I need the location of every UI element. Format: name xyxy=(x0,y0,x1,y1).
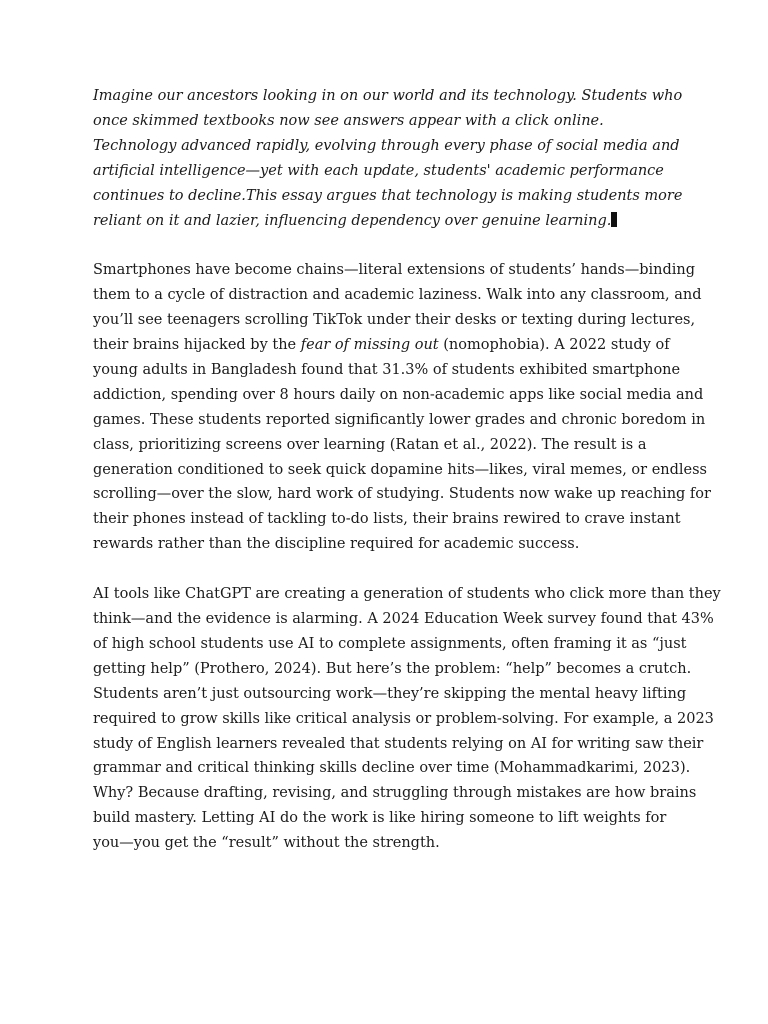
text-line: generation conditioned to seek quick dopamine hits—likes, viral memes, or endless xyxy=(93,461,707,478)
text-line: their phones instead of tackling to-do lists, their brains rewired to crave instant xyxy=(93,511,681,528)
text-line: Imagine our ancestors looking in on our world and its technology. Students who xyxy=(93,88,683,104)
text-line: class, prioritizing screens over learning (Ratan et al., 2022). The result is a xyxy=(93,436,647,453)
text-line: grammar and critical thinking skills decline over time (Mohammadkarimi, 2023). xyxy=(93,760,691,777)
text-line: reliant on it and lazier, influencing dependency over genuine learning. xyxy=(93,209,675,234)
body-paragraph xyxy=(93,582,721,856)
text-line: getting help” (Prothero, 2024). But here’s the problem: “help” becomes a crutch. xyxy=(93,660,692,677)
text-line: think—and the evidence is alarming. A 2024 Education Week survey found that 43% xyxy=(93,611,714,627)
text-line: you’ll see teenagers scrolling TikTok under their desks or texting during lectures, xyxy=(93,312,696,329)
text-line: young adults in Bangladesh found that 31.3% of students exhibited smartphone xyxy=(93,361,681,378)
text-line: addiction, spending over 8 hours daily on non-academic apps like social media and xyxy=(93,386,704,403)
text-line: continues to decline.This essay argues that technology is making students more xyxy=(93,187,683,204)
text-line: you—you get the “result” without the strength. xyxy=(93,835,440,852)
text-line: games. These students reported significantly lower grades and chronic boredom in xyxy=(93,411,706,428)
text-line: once skimmed textbooks now see answers appear with a click online. xyxy=(93,112,604,129)
text-line: Why? Because drafting, revising, and struggling through mistakes are how brains xyxy=(93,785,697,802)
text-line: them to a cycle of distraction and academic laziness. Walk into any classroom, and xyxy=(93,287,702,304)
text-line: their brains hijacked by the fear of missing out (nomophobia). A 2022 study of xyxy=(93,337,670,354)
intro-paragraph xyxy=(93,84,683,233)
text-line: study of English learners revealed that students relying on AI for writing saw their xyxy=(93,735,704,752)
text-line: scrolling—over the slow, hard work of studying. Students now wake up reaching for xyxy=(93,486,711,503)
body-paragraph xyxy=(93,258,711,557)
document-body[interactable] xyxy=(93,84,721,856)
text-line: artificial intelligence—yet with each update, students' academic performance xyxy=(93,162,664,179)
text-line: Technology advanced rapidly, evolving through every phase of social media and xyxy=(93,137,680,154)
text-line: Smartphones have become chains—literal extensions of students’ hands—binding xyxy=(93,262,695,279)
text-line: of high school students use AI to complete assignments, often framing it as “just xyxy=(93,635,687,652)
text-line: Students aren’t just outsourcing work—they’re skipping the mental heavy lifting xyxy=(93,685,687,702)
text-cursor-icon xyxy=(611,212,617,227)
text-line: AI tools like ChatGPT are creating a generation of students who click more than they xyxy=(93,586,721,603)
text-line: build mastery. Letting AI do the work is like hiring someone to lift weights for xyxy=(93,810,667,827)
document-page xyxy=(93,84,721,881)
text-line: rewards rather than the discipline required for academic success. xyxy=(93,536,580,553)
text-line: required to grow skills like critical analysis or problem-solving. For example, a 2023 xyxy=(93,710,714,727)
